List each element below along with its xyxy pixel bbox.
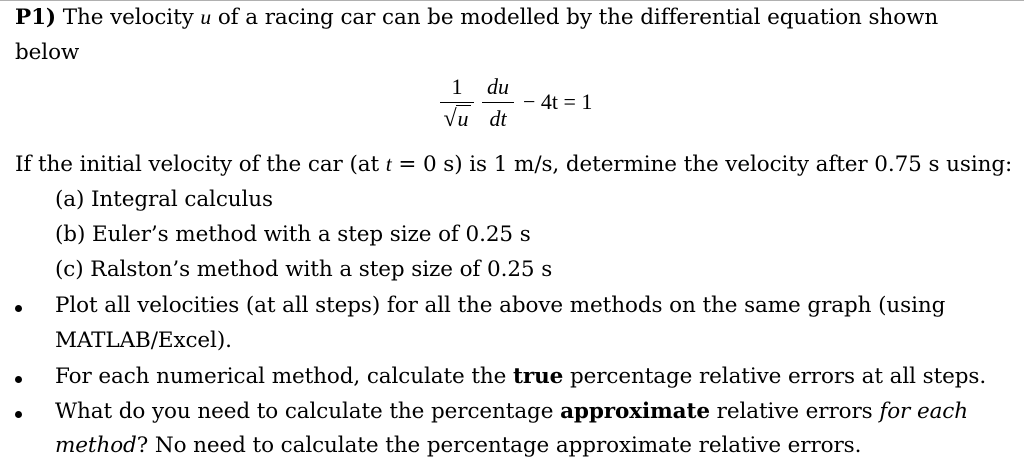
question-line — [15, 152, 1012, 177]
bullet-3-line-1 — [55, 399, 968, 424]
bullet-3-bold: approximate — [560, 399, 710, 424]
equation-rest: − 4t = 1 — [523, 89, 593, 114]
question-part-2: ) is 1 m/s, determine the velocity after 0.75 s using: — [454, 152, 1013, 177]
intro-line-2: below — [15, 40, 80, 65]
fraction-denominator: dt — [489, 106, 507, 131]
fraction-one-over-sqrt-u — [440, 74, 474, 133]
intro-variable-u: u — [200, 5, 212, 29]
radicand: u — [457, 106, 469, 131]
radical-sign-icon: √ — [443, 106, 457, 132]
method-item-c: (c) Ralston’s method with a step size of 0.25 s — [55, 257, 553, 282]
fraction-denominator — [440, 105, 474, 133]
bullet-3-line-2 — [55, 433, 861, 458]
question-part-1: If the initial velocity of the car (at — [15, 152, 379, 177]
bullet-icon — [15, 376, 22, 383]
bullet-1-line-2: MATLAB/Excel). — [55, 328, 232, 353]
bullet-3-italic: for each — [879, 399, 968, 424]
bullet-2-pre: For each numerical method, calculate the — [55, 364, 507, 389]
fraction-bar — [440, 102, 474, 103]
intro-line-1 — [15, 5, 938, 30]
bullet-3-mid: relative errors — [716, 399, 873, 424]
top-border — [0, 0, 1024, 1]
square-root — [444, 105, 471, 133]
intro-text-rest: of a racing car can be modelled by the differential equation shown — [217, 5, 939, 30]
bullet-1-line-1: Plot all velocities (at all steps) for all the above methods on the same graph (using — [55, 293, 946, 318]
fraction-numerator: du — [487, 74, 509, 99]
bullet-2-bold: true — [513, 364, 564, 389]
intro-text: The velocity — [62, 5, 194, 30]
bullet-3-pre: What do you need to calculate the percentage — [55, 399, 554, 424]
differential-equation — [440, 74, 640, 144]
method-item-b: (b) Euler’s method with a step size of 0.25 s — [55, 222, 531, 247]
fraction-bar — [482, 102, 514, 103]
fraction-numerator: 1 — [451, 74, 463, 99]
bullet-icon — [15, 411, 22, 418]
bullet-3-line-2-italic: method — [55, 433, 137, 458]
method-item-a: (a) Integral calculus — [55, 187, 273, 212]
question-variable-t: t — [385, 152, 392, 176]
bullet-icon — [15, 305, 22, 312]
bullet-2-post: percentage relative errors at all steps. — [569, 364, 987, 389]
problem-label: P1) — [15, 5, 56, 30]
question-condition: = 0 s — [398, 152, 455, 177]
bullet-2-line — [55, 364, 986, 389]
bullet-3-line-2-rest: ? No need to calculate the percentage approximate relative errors. — [136, 433, 862, 458]
fraction-du-dt — [482, 74, 514, 133]
